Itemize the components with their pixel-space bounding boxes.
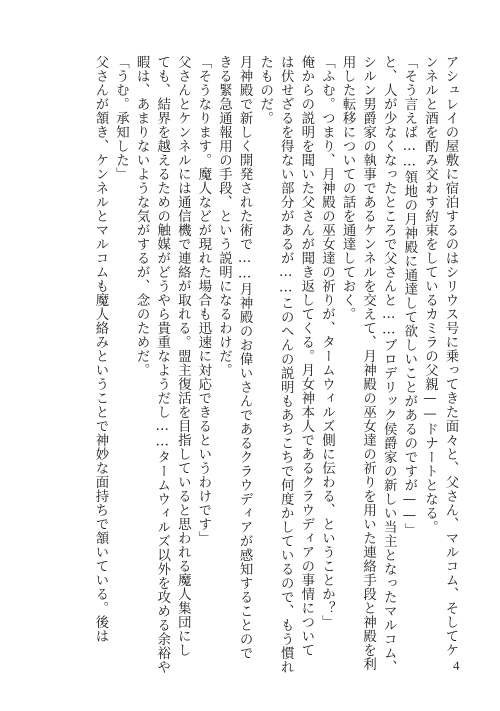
- text-line: アシュレイの屋敷に宿泊するのはシリウス号に乗ってきた面々と、父さん、マルコム、そしてケ: [443, 55, 458, 657]
- text-line: 父さんが頷き、ケンネルとマルコムも魔人絡みということで神妙な面持ちで頷いている。後は: [92, 55, 108, 643]
- text-line: 父さんとケンネルには通信機で連絡が取れる。盟主復活を目指していると思われる魔人集団にし: [175, 55, 191, 657]
- text-line: シルン男爵家の執事であるケンネルを交えて、月神殿の巫女達の祈りを用いた連絡手段と神殿を利: [360, 55, 376, 671]
- text-line: 「そう言えば……領地の月神殿に通達して欲しいことがあるのですが——」: [401, 55, 417, 538]
- vertical-text-body: [48, 55, 460, 675]
- text-line: ンネルと酒を酌み交わす約束をしているカミラの父親——ドナートとなる。: [422, 55, 438, 535]
- text-line: 「そうなります。魔人などが現れた場合も迅速に対応できるというわけです」: [195, 55, 211, 545]
- text-line: ても、結界を越えるための触媒がどうやら貴重なようだし……タームウィルズ以外を攻める余裕や: [154, 55, 170, 675]
- text-line: 月神殿で新しく開発された術で……月神殿のお偉いさんであるクラウディアが感知することので: [237, 55, 253, 661]
- page-number: 4: [453, 658, 460, 673]
- text-line: きる緊急通報用の手段、という説明になるわけだ。: [216, 55, 232, 377]
- text-line: 俺からの説明を聞いた父さんが聞き返してくる。月女神本人であるクラウディアの事情について: [298, 55, 314, 657]
- text-line: は伏せざるを得ない部分があるが……このへんの説明もあちこちで何度かしているので、もう慣れ: [278, 55, 294, 675]
- text-line: 用した転移についての話を通達しておく。: [340, 55, 356, 321]
- text-line: 「ふむ。つまり、月神殿の巫女達の祈りが、タームウィルズ側に伝わる、ということか？」: [319, 55, 335, 629]
- text-line: 暇は、あまりないような気がするが、念のためだ。: [134, 55, 150, 377]
- text-line: と、人が少なくなったところで父さんと……ブロデリック侯爵家の新しい当主となったマルコム、: [381, 55, 397, 675]
- text-line: たものだ。: [257, 55, 273, 125]
- text-line: 「うむ。承知した」: [113, 55, 129, 181]
